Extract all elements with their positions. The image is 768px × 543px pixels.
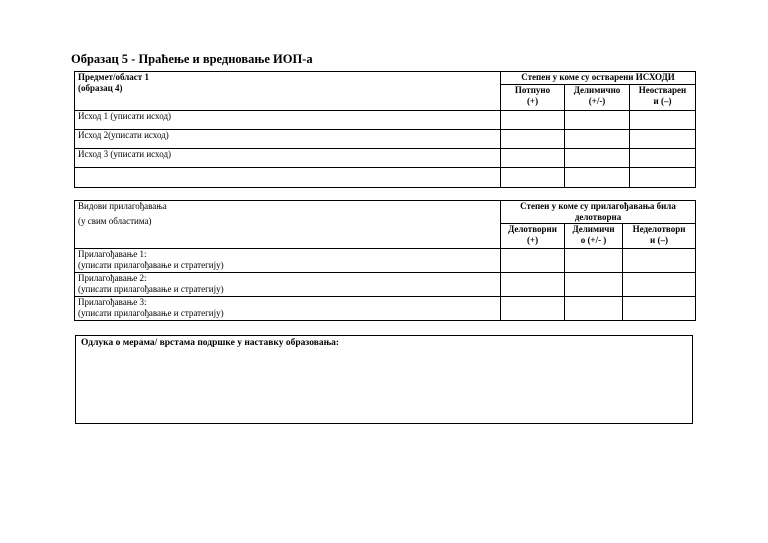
outcomes-table xyxy=(74,71,696,188)
table-row xyxy=(75,111,696,130)
decision-label: Одлука о мерама/ врстама подршке у наставку образовања: xyxy=(81,338,340,348)
input-cell[interactable] xyxy=(501,130,565,149)
col-partially: Делимично (+/-) xyxy=(565,85,630,111)
outcome-label: Исход 3 (уписати исход) xyxy=(75,149,501,168)
input-cell[interactable] xyxy=(501,168,565,188)
effectiveness-group-header: Степен у коме су прилагођавања била делотворна xyxy=(501,201,696,224)
input-cell[interactable] xyxy=(565,130,630,149)
adjustment-label: Прилагођавање 3: (уписати прилагођавање и стратегију) xyxy=(75,297,501,321)
adjustments-label: Видови прилагођавања xyxy=(78,201,167,211)
table-row xyxy=(75,130,696,149)
input-cell[interactable] xyxy=(565,111,630,130)
adjustments-sublabel: (у свим областима) xyxy=(78,216,152,226)
input-cell[interactable] xyxy=(623,249,696,273)
input-cell[interactable] xyxy=(501,249,565,273)
input-cell[interactable] xyxy=(565,249,623,273)
subject-cell xyxy=(75,72,501,111)
table-row xyxy=(75,249,696,273)
table-row xyxy=(75,297,696,321)
input-cell[interactable] xyxy=(630,149,696,168)
outcome-label: Исход 1 (уписати исход) xyxy=(75,111,501,130)
table-row xyxy=(75,273,696,297)
input-cell[interactable] xyxy=(501,149,565,168)
adjustments-label-cell xyxy=(75,201,501,249)
outcome-label: Исход 2(уписати исход) xyxy=(75,130,501,149)
input-cell[interactable] xyxy=(623,297,696,321)
subject-label: Предмет/област 1 xyxy=(78,72,149,82)
col-ineffective: Неделотворн и (–) xyxy=(623,224,696,249)
input-cell[interactable] xyxy=(565,149,630,168)
table-row xyxy=(75,168,696,188)
adjustment-label: Прилагођавање 2: (уписати прилагођавање и стратегију) xyxy=(75,273,501,297)
input-cell[interactable] xyxy=(630,168,696,188)
input-cell[interactable] xyxy=(501,297,565,321)
decision-box[interactable] xyxy=(75,335,693,424)
input-cell[interactable] xyxy=(630,130,696,149)
table-row xyxy=(75,149,696,168)
input-cell[interactable] xyxy=(565,273,623,297)
input-cell[interactable] xyxy=(623,273,696,297)
input-cell[interactable] xyxy=(501,273,565,297)
col-partially-effective: Делимичн о (+/- ) xyxy=(565,224,623,249)
col-not-achieved: Неоствaрен и (–) xyxy=(630,85,696,111)
col-fully: Потпуно (+) xyxy=(501,85,565,111)
form-title: Образац 5 - Праћење и вредновање ИОП-а xyxy=(71,52,313,66)
col-effective: Делотворни (+) xyxy=(501,224,565,249)
adjustments-table xyxy=(74,200,696,321)
subject-sublabel: (образац 4) xyxy=(78,83,123,93)
outcomes-group-header: Степен у коме су остварени ИСХОДИ xyxy=(501,72,696,85)
input-cell[interactable] xyxy=(565,297,623,321)
input-cell[interactable] xyxy=(630,111,696,130)
input-cell[interactable] xyxy=(501,111,565,130)
input-cell[interactable] xyxy=(565,168,630,188)
outcome-label[interactable] xyxy=(75,168,501,188)
adjustment-label: Прилагођавање 1: (уписати прилагођавање и стратегију) xyxy=(75,249,501,273)
